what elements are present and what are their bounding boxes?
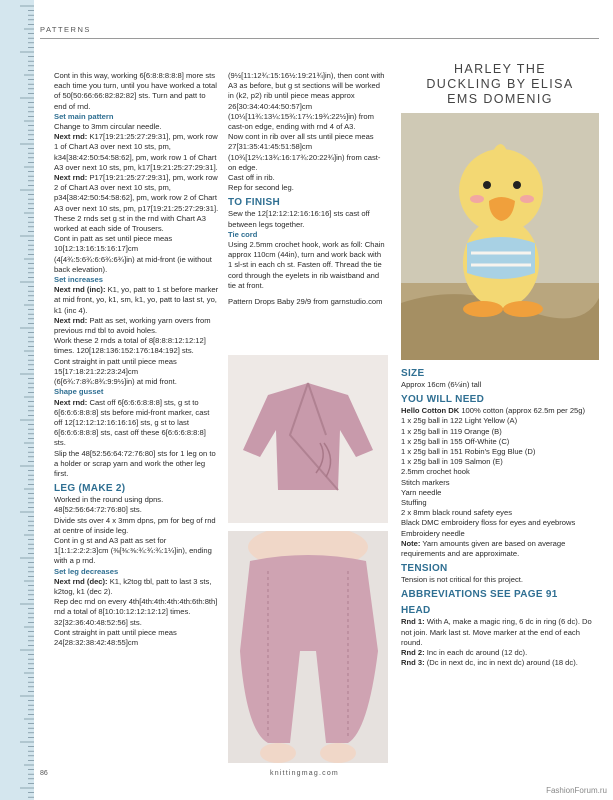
list-item: 1 x 25g ball in 109 Salmon (E) bbox=[401, 457, 503, 467]
section-heading: TENSION bbox=[401, 563, 448, 575]
list-item: 1 x 25g ball in 119 Orange (B) bbox=[401, 426, 502, 436]
section-heading: LEG (MAKE 2) bbox=[54, 483, 126, 495]
section-header: PATTERNS bbox=[40, 25, 91, 34]
subheading: Set increases bbox=[54, 275, 103, 285]
subheading: Shape gusset bbox=[54, 387, 104, 397]
materials-list bbox=[401, 416, 597, 538]
list-item: 2 x 8mm black round safety eyes bbox=[401, 508, 513, 518]
section-heading: SIZE bbox=[401, 368, 425, 379]
cardigan-photo bbox=[228, 355, 388, 523]
list-item: Stuffing bbox=[401, 498, 427, 508]
list-item: Embroidery needle bbox=[401, 528, 465, 538]
header-divider bbox=[40, 38, 599, 39]
list-item: 1 x 25g ball in 122 Light Yellow (A) bbox=[401, 416, 518, 426]
list-item: Black DMC embroidery floss for eyes and eyebrows bbox=[401, 518, 576, 528]
subheading: Set main pattern bbox=[54, 111, 114, 121]
trousers-photo bbox=[228, 531, 388, 763]
subheading: Set leg decreases bbox=[54, 566, 119, 576]
list-item: Stitch markers bbox=[401, 477, 450, 487]
watermark: FashionForum.ru bbox=[546, 786, 607, 795]
list-item: 1 x 25g ball in 151 Robin's Egg Blue (D) bbox=[401, 447, 536, 457]
section-heading: HEAD bbox=[401, 605, 431, 617]
column-1: Cont in this way, working 6[6:8:8:8:8:8] more sts each time you turn, until you have worked a total of 50[50:66:66:82:82:82] sts. Turn and patt to end of rnd. Set main pattern Change to 3mm circular needle. Next rnd: K17[19:21:25:27:29:31], pm, work row 1 of Chart A3 over next 10 sts, pm, k34[38:42:50:54:58:62], pm, work row 1 of Chart A3 over next 10 sts, pm, k17[19:21:25:27:29:31]. Next rnd: P17[19:21:25:27:29:31], pm, work row 2 of Chart A3 over next 10 sts, pm, p34[38:42:50:54:58:62], pm, work row 2 of Chart A3 over next 10 sts, pm, p17[19:21:25:27:29:31]. These 2 rnds set g st in the rnd with Chart A3 worked at each side of Trousers. Cont in patt as set until piece meas 10[12:13:16:15:16:17]cm (4[4¾:5:6¾:6:6¾:6¾]in) at mid-front (ie without back elevation). Set increases Next rnd (inc): K1, yo, patt to 1 st before marker at mid front, yo, k1, sm, k1, yo, patt to last st, yo, k1 (inc 4). Next rnd: Patt as set, working yarn overs from previous rnd tbl to avoid holes. Work these 2 rnds a total of 8[8:8:8:12:12:12] times. 120[128:136:152:176:184:192] sts. Cont straight in patt until piece meas 15[17:18:21:22:23:24]cm (6[6¾:7:8¾:8¾:9:9½]in) at mid front. Shape gusset Next rnd: Cast off 6[6:6:6:8:8:8] sts, g st to 6[6:6:6:8:8:8] sts before mid-front marker, cast off 12[12:12:12:16:16:16] sts, g st to last 6[6:6:6:8:8:8] sts, cast off these 6[6:6:6:8:8:8] sts. Slip the 48[52:56:64:72:76:80] sts for 1 leg on to a holder or scrap yarn and work the other leg first. LEG (MAKE 2) Worked in the round using dpns. 48[52:56:64:72:76:80] sts. Divide sts over 4 x 3mm dpns, pm for beg of rnd at centre of inside leg. Cont in g st and A3 patt as set for 1[1:1:2:2:2:3]cm (⅜[⅜:⅜:¾:¾:¾:1¼]in), ending with a p rnd. Set leg decreases Next rnd (dec): K1, k2tog tbl, patt to last 3 sts, k2tog, k1 (dec 2). Rep dec rnd on every 4th[4th:4th:4th:4th:6th:8th] rnd a total of 8[10:10:12:12:12:12] times. 32[32:36:40:48:52:56] sts. Cont straight in patt until piece meas 24[28:32:38:42:48:55]cm bbox=[54, 71, 219, 647]
section-heading: TO FINISH bbox=[228, 197, 280, 209]
list-item: Yarn needle bbox=[401, 487, 442, 497]
ruler-decoration bbox=[0, 0, 34, 800]
page-number: 86 bbox=[40, 770, 48, 777]
footer-website: knittingmag.com bbox=[270, 770, 339, 777]
subheading: Tie cord bbox=[228, 229, 258, 239]
section-heading: ABBREVIATIONS SEE PAGE 91 bbox=[401, 589, 558, 601]
column-2: (9½[11:12¾:15:16½:19:21¾]in), then cont with A3 as before, but g st sections will be worked in (k2, p2) rib until piece meas approx 26[30:34:40:44:50:57]cm (10¼[11¾:13¼:15¾:17¼:19¾:22½]in) from cast-on edge, ending with rnd 4 of A3. Now cont in rib over all sts until piece meas 27[31:35:41:45:51:58]cm (10¾[12¼:13¾:16:17¾:20:22¾]in) from cast-on edge. Cast off in rib. Rep for second leg. TO FINISH Sew the 12[12:12:12:16:16:16] sts cast off between legs together. Tie cord Using 2.5mm crochet hook, work as foll: Chain approx 110cm (44in), turn and work back with 1 sl-st in each ch st. Fasten off. Thread the tie cord through the eyelets in rib waistband and tie at front. Pattern Drops Baby 29/9 from garnstudio.com bbox=[228, 71, 385, 307]
column-3: SIZE Approx 16cm (6¼in) tall YOU WILL NEED Hello Cotton DK 100% cotton (approx 62.5m per 25g) 1 x 25g ball in 122 Light Yellow (A) 1 x 25g ball in 119 Orange (B) 1 x 25g ball in 155 Off-White (C) 1 x 25g ball in 151 Robin's Egg Blue (D) 1 x 25g ball in 109 Salmon (E) 2.5mm crochet hook Stitch markers Yarn needle Stuffing 2 x 8mm black round safety eyes Black DMC embroidery floss for eyes and eyebrows Embroidery needle Note: Yarn amounts given are based on average requirements and are approximate. TENSION Tension is not critical for this project. ABBREVIATIONS SEE PAGE 91 HEAD Rnd 1: With A, make a magic ring, 6 dc in ring (6 dc). Do not join. Mark last st. Move marker at the end of each round. Rnd 2: Inc in each dc around (12 dc). Rnd 3: (Dc in next dc, inc in next dc) around (18 dc). bbox=[401, 364, 597, 668]
project-title: HARLEY THE DUCKLING BY ELISA EMS DOMENIG bbox=[426, 62, 574, 106]
list-item: 1 x 25g ball in 155 Off-White (C) bbox=[401, 436, 510, 446]
list-item: 2.5mm crochet hook bbox=[401, 467, 470, 477]
duckling-photo bbox=[401, 113, 599, 360]
section-heading: YOU WILL NEED bbox=[401, 394, 485, 406]
